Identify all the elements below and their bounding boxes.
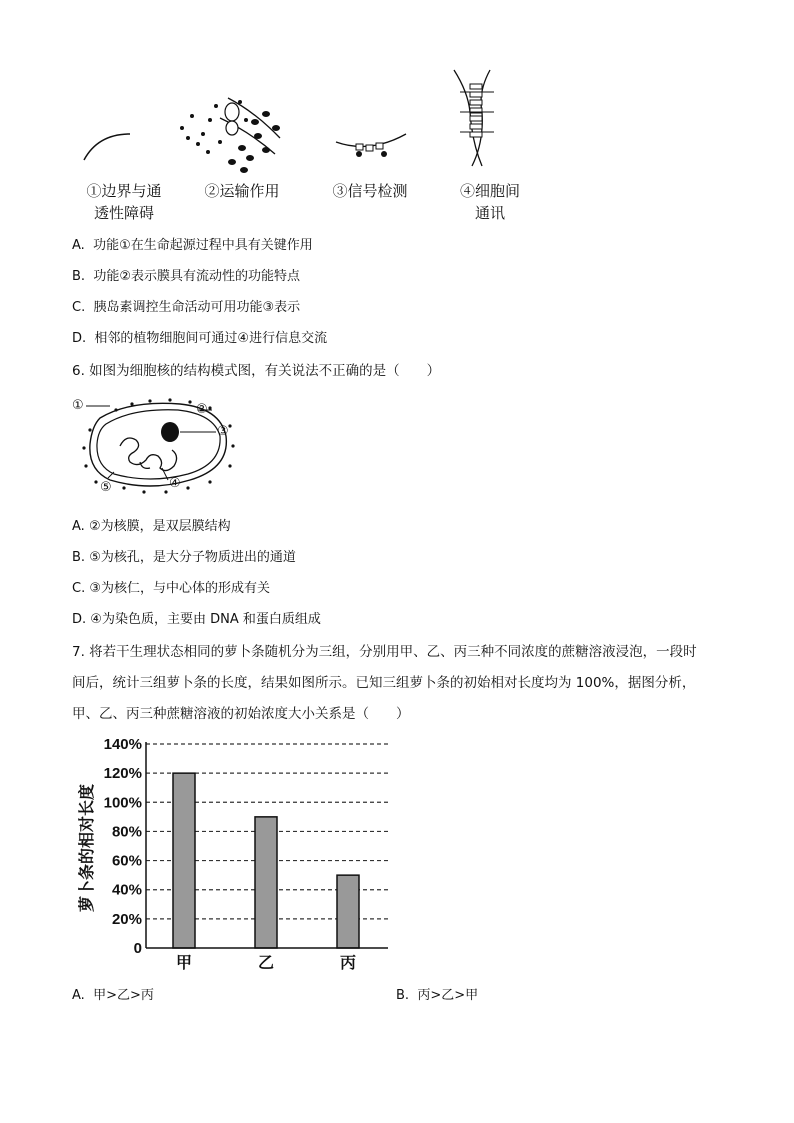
label-3: ③	[217, 424, 229, 439]
y-tick-labels	[104, 736, 142, 957]
option-text: ⑤为核孔，是大分子物质进出的通道	[89, 550, 296, 565]
q5-option-c	[72, 296, 300, 315]
label-4: ④	[169, 476, 181, 491]
option-text: 功能①在生命起源过程中具有关键作用	[93, 238, 313, 253]
q7-option-a	[72, 984, 154, 1003]
bar	[173, 773, 195, 948]
option-letter: B.	[72, 269, 86, 284]
option-text: ④为染色质，主要由 DNA 和蛋白质组成	[90, 612, 321, 627]
option-text: ②为核膜，是双层膜结构	[88, 519, 231, 534]
membrane-functions-figure	[70, 62, 550, 182]
caption-2-line1: ②运输作用	[204, 182, 280, 200]
q5-option-d	[72, 327, 327, 346]
signal-detection-drawing	[336, 134, 406, 157]
option-text: ③为核仁，与中心体的形成有关	[89, 581, 271, 596]
option-text: 丙>乙>甲	[417, 988, 479, 1003]
q6-option-c	[72, 577, 270, 596]
y-tick-label: 60%	[111, 852, 142, 870]
option-letter: A.	[72, 238, 85, 253]
option-letter: C.	[72, 300, 86, 315]
label-5: ⑤	[100, 480, 112, 495]
nucleus-diagram	[70, 396, 250, 500]
x-tick-labels	[176, 953, 356, 972]
caption-1-line1: ①边界与通	[86, 182, 162, 200]
option-letter: A.	[72, 988, 85, 1003]
nucleolus	[161, 422, 179, 442]
chromatin	[120, 438, 177, 471]
q7-stem-line-1: 7. 将若干生理状态相同的萝卜条随机分为三组，分别用甲、乙、丙三种不同浓度的蔗糖溶液浸泡，一段时	[72, 644, 697, 660]
q6-option-a	[72, 515, 231, 534]
bar	[255, 817, 277, 948]
y-tick-label: 20%	[111, 910, 142, 928]
cell-communication-drawing	[454, 70, 494, 166]
caption-4-line1: ④细胞间	[459, 182, 520, 200]
option-text: 功能②表示膜具有流动性的功能特点	[93, 269, 300, 284]
option-letter: B.	[72, 550, 86, 565]
option-letter: A.	[72, 519, 85, 534]
option-text: 甲>乙>丙	[93, 988, 154, 1003]
option-letter: D.	[72, 331, 87, 346]
option-letter: B.	[396, 988, 410, 1003]
q6-option-d	[72, 608, 321, 627]
radish-length-bar-chart	[70, 730, 400, 975]
y-tick-label: 140%	[103, 736, 142, 753]
caption-1-line2: 透性障碍	[93, 204, 154, 222]
function-caption-3	[324, 180, 416, 202]
q7-option-b	[396, 984, 478, 1003]
y-tick-label: 40%	[111, 881, 142, 899]
bar	[337, 875, 359, 948]
y-tick-label: 120%	[103, 765, 142, 783]
q7-stem-line-2: 间后，统计三组萝卜条的长度，结果如图所示。已知三组萝卜条的初始相对长度均为 100%，据图分析，	[72, 675, 696, 691]
y-tick-label: 100%	[103, 794, 142, 812]
option-text: 胰岛素调控生命活动可用功能③表示	[93, 300, 301, 315]
x-tick-label: 丙	[339, 953, 357, 972]
x-tick-label: 甲	[175, 953, 193, 972]
boundary-membrane-drawing	[84, 134, 130, 160]
option-text: 相邻的植物细胞间可通过④进行信息交流	[94, 331, 328, 346]
transport-drawing	[180, 98, 280, 173]
y-tick-label: 80%	[111, 823, 142, 841]
label-2: ②	[196, 402, 208, 417]
q7-stem-line-3: 甲、乙、丙三种蔗糖溶液的初始浓度大小关系是（ ）	[72, 706, 410, 722]
function-caption-4	[450, 180, 530, 224]
caption-3-line1: ③信号检测	[332, 182, 408, 200]
q6-option-b	[72, 546, 296, 565]
q5-option-a	[72, 234, 313, 253]
q5-option-b	[72, 265, 300, 284]
function-caption-1	[78, 180, 170, 224]
label-1: ①	[72, 398, 84, 413]
caption-4-line2: 通讯	[474, 204, 505, 222]
x-tick-label: 乙	[257, 953, 275, 972]
option-letter: D.	[72, 612, 87, 627]
y-tick-label: 0	[133, 940, 142, 957]
function-caption-2	[196, 180, 288, 202]
y-axis-label: 萝卜条的相对长度	[77, 783, 96, 913]
option-letter: C.	[72, 581, 86, 596]
q6-stem: 6. 如图为细胞核的结构模式图，有关说法不正确的是（ ）	[72, 363, 441, 379]
